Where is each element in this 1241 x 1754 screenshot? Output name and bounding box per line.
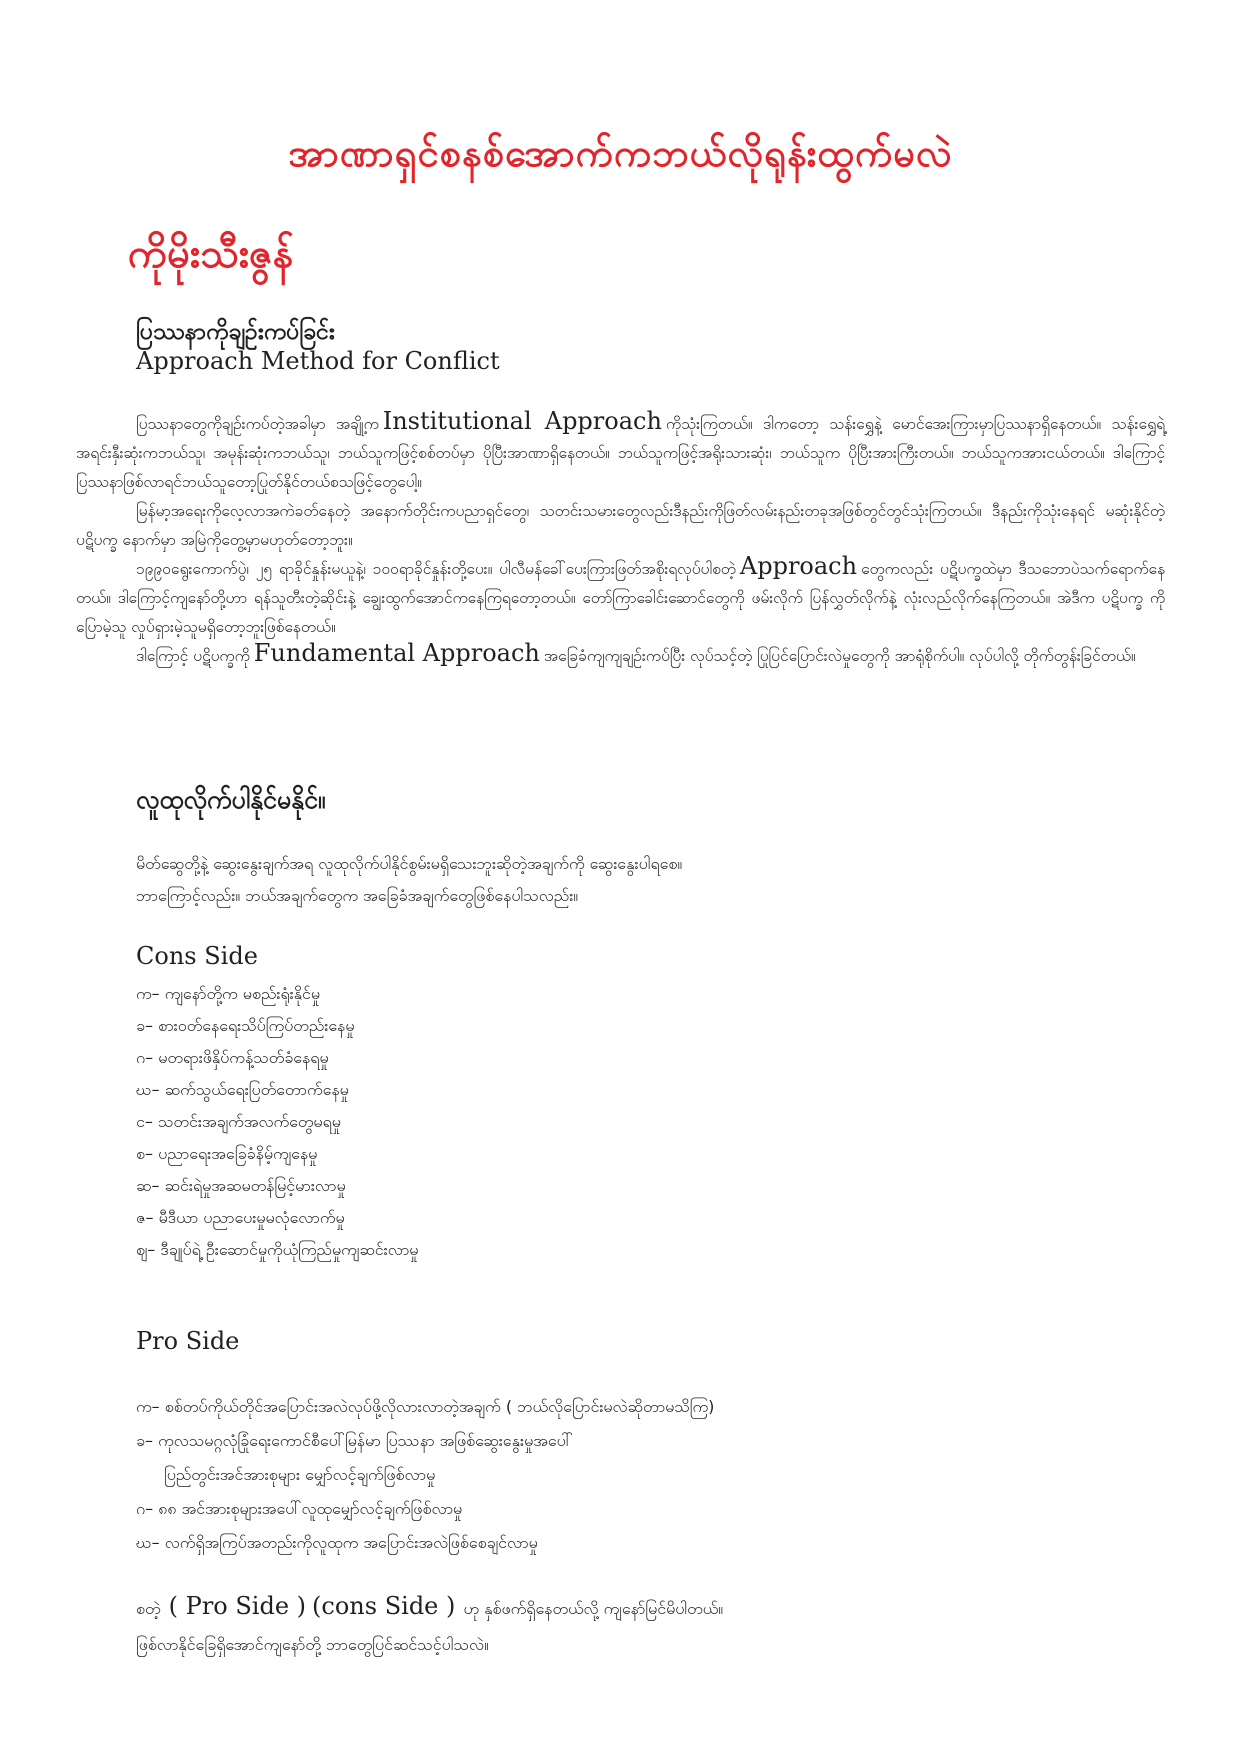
closing-tail: ဟု နှစ်ဖက်ရှိနေတယ်လို့ ကျနော်မြင်မိပါတယ်။ — [463, 1599, 724, 1618]
cons-list-item: င– သတင်းအချက်အလက်တွေမရမှု — [136, 1112, 341, 1131]
cons-list-item: ဃ– ဆက်သွယ်ရေးပြတ်တောက်နေမှု — [136, 1080, 349, 1099]
cons-side-heading: Cons Side — [136, 942, 258, 970]
section-heading-participation: လူထုလိုက်ပါနိုင်မနိုင်။ — [136, 785, 326, 814]
paragraph-4-english-term: Fundamental Approach — [253, 639, 540, 667]
closing-text — [136, 1588, 1136, 1663]
closing-line-1 — [136, 1588, 1136, 1627]
paragraph-3-text-a: ၁၉၉၀ရွေးကောက်ပွဲ၊ ၂၅ ရာခိုင်နှုန်းမယူနဲ့၊ ၁၀၀ရာခိုင်နှုန်းတို့ပေး။ ပါလီမန်ခေါ်ပေးကြားဖြတ်အစိုးရလုပ်ပါစတဲ့ — [136, 560, 736, 578]
cons-list-item: ခ– စားဝတ်နေရေးသိပ်ကြပ်တည်းနေမှု — [136, 1016, 355, 1035]
pro-list — [136, 1390, 1136, 1560]
cons-list — [136, 978, 1136, 1266]
paragraph-4 — [76, 639, 1165, 671]
paragraph-2: မြန်မာ့အရေးကိုလေ့လာအကဲခတ်နေတဲ့ အနောက်တိုင်းကပညာရှင်တွေ၊ သတင်းသမားတွေလည်းဒီနည်းကိုဖြတ်လမ်းနည်းတခုအဖြစ်တွင်တွင်သုံးကြတယ်။ ဒီနည်းကိုသုံးနေရင် မဆုံးနိုင်တဲ့ ပဋိပက္ခ နောက်မှာ အမြဲကိုတွေ့မှာမဟုတ်တော့ဘူး။ — [76, 502, 1165, 549]
intro-line: ဘာကြောင့်လည်း။ ဘယ်အချက်တွေက အခြေခံအချက်တွေဖြစ်နေပါသလည်း။ — [136, 886, 579, 905]
section-heading-approach: ပြဿနာကိုချဉ်းကပ်ခြင်း — [136, 319, 335, 345]
pro-list-item: ဃ– လက်ရှိအကြပ်အတည်းကိုလူထုက အပြောင်းအလဲဖြစ်စေချင်လာမှု — [136, 1533, 538, 1552]
cons-list-item: ဆ– ဆင်းရဲမှုအဆမတန်မြင့်မားလာမှု — [136, 1176, 346, 1195]
cons-list-item: ဇ– မီဒီယာ ပညာပေးမှုမလုံလောက်မှု — [136, 1208, 345, 1227]
cons-list-item: ဂ– မတရားဖိနှိပ်ကန့်သတ်ခံနေရမှု — [136, 1048, 329, 1067]
paragraph-3-text-b: တွေကလည်း ပဋိပက္ခထဲမှာ ဒီသဘောပဲသက်ရောက်နေတယ်။ ဒါကြောင့်ကျနော်တို့ဟာ ရန်သူတီးတဲ့ဆိုင်းနဲ့ ချွေးထွက်အောင်ကနေကြရတော့တယ်။ တော်ကြာခေါင်းဆောင်တွေကို ဖမ်းလိုက် ပြန်လွှတ်လိုက်နဲ့ လုံးလည်လိုက်နေကြတယ်။ အဲဒီက ပဋိပက္ခ ကိုပြောမဲ့သူ လှုပ်ရှားမဲ့သူမရှိတော့ဘူးဖြစ်နေတယ်။ — [76, 560, 1165, 636]
paragraph-1-text-a: ပြဿနာတွေကိုချဉ်းကပ်တဲ့အခါမှာ အချို့က — [136, 415, 379, 433]
cons-list-item: က– ကျနော်တို့က မစည်းရုံးနိုင်မှု — [136, 984, 320, 1003]
paragraph-4-text-b: အခြေခံကျကျချဉ်းကပ်ပြီး လုပ်သင့်တဲ့ ပြုပြင်ပြောင်းလဲမှုတွေကို အာရုံစိုက်ပါ။ လုပ်ပါလို့ တိုက်တွန်းခြင်တယ်။ — [543, 647, 1136, 665]
closing-pro-term: ( Pro Side ) — [168, 1592, 307, 1620]
closing-cons-term: (cons Side ) — [312, 1592, 456, 1620]
cons-list-item: ဈ– ဒီချုပ်ရဲ့ ဦးဆောင်မှုကိုယုံကြည်မှုကျဆင်းလာမှု — [136, 1240, 419, 1259]
closing-lead: စတဲ့ — [136, 1599, 161, 1618]
author-name: ကိုမိုးသီးဇွန် — [128, 231, 294, 277]
paragraph-1 — [76, 407, 1165, 497]
paragraph-3 — [76, 552, 1165, 642]
intro-line: မိတ်ဆွေတို့နဲ့ ဆွေးနွေးချက်အရ လူထုလိုက်ပါနိုင်စွမ်းမရှိသေးဘူးဆိုတဲ့အချက်ကို ဆွေးနွေးပါရစေ။ — [136, 854, 683, 873]
cons-list-item: စ– ပညာရေးအခြေခံနိမ့်ကျနေမှု — [136, 1144, 318, 1163]
paragraph-1-english-term: Institutional Approach — [382, 407, 662, 435]
section-subtitle: Approach Method for Conflict — [136, 347, 500, 375]
pro-side-heading: Pro Side — [136, 1327, 240, 1355]
section-2-intro — [136, 848, 1136, 912]
closing-line-2: ဖြစ်လာနိုင်ခြေရှိအောင်ကျနော်တို့ ဘာတွေပြင်ဆင်သင့်ပါသလဲ။ — [136, 1635, 489, 1654]
article-title: အာဏာရှင်စနစ်အောက်ကဘယ်လိုရုန်းထွက်မလဲ — [288, 131, 953, 175]
pro-list-item-continuation: ပြည်တွင်းအင်အားစုများ မျှော်လင့်ချက်ဖြစ်လာမှု — [164, 1465, 436, 1484]
pro-list-item: ခ– ကုလသမဂ္ဂလုံခြုံရေးကောင်စီပေါ်မြန်မာ ပြဿနာ အဖြစ်ဆွေးနွေးမှုအပေါ် — [136, 1431, 573, 1450]
pro-list-item: ဂ– ၈၈ အင်အားစုများအပေါ်လူထုမျှော်လင့်ချက်ဖြစ်လာမှု — [136, 1499, 463, 1518]
paragraph-4-text-a: ဒါကြောင့် ပဋိပက္ခကို — [136, 647, 250, 665]
pro-list-item: က– စစ်တပ်ကိုယ်တိုင်အပြောင်းအလဲလုပ်ဖို့လိုလားလာတဲ့အချက် ( ဘယ်လိုပြောင်းမလဲဆိုတာမသိကြ) — [136, 1397, 715, 1416]
paragraph-3-english-term: Approach — [739, 552, 858, 580]
approach-paragraphs — [76, 407, 1165, 671]
paragraph-1-text-b: ကိုသုံးကြတယ်။ ဒါကတော့ သန်းရွှေနဲ့ မောင်အေးကြားမှာပြဿနာရှိနေတယ်။ သန်းရွှေရဲ့အရင်းနှီးဆုံးကဘယ်သူ၊ အမုန်းဆုံးကဘယ်သူ၊ ဘယ်သူကဖြင့်စစ်တပ်မှာ ပိုပြီးအာဏာရှိနေတယ်။ ဘယ်သူကဖြင့်အရိုးသားဆုံး၊ ဘယ်သူက ပိုပြီးအားကြီးတယ်။ ဘယ်သူကအားငယ်တယ်။ ဒါကြောင့် ပြဿနာဖြစ်လာရင်ဘယ်သူတော့ပြုတ်နိုင်တယ်စသဖြင့်တွေပေါ့။ — [76, 415, 1165, 491]
